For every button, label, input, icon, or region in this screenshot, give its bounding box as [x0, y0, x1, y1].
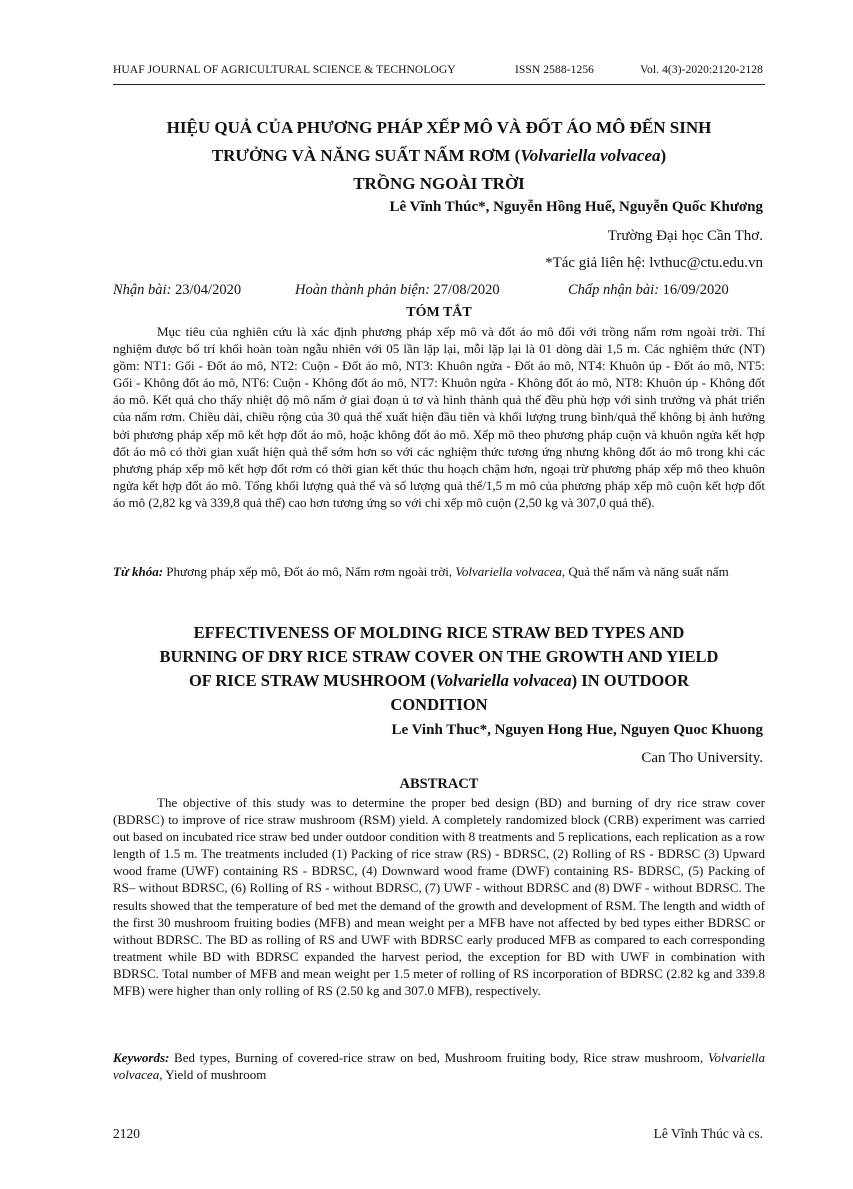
- abstract-heading-en: ABSTRACT: [399, 776, 479, 792]
- header-divider: [113, 84, 765, 85]
- abstract-heading-vn: TÓM TẮT: [406, 305, 472, 320]
- abstract-en: The objective of this study was to determine the proper bed design (BD) and burning of dry rice straw cover (BDRSC) to improve of rice straw mushroom (RSM) yield. A completely randomized block (CRB) experiment was carried out based on incubated rice straw bed under outdoor condition with 8 treatments and 5 replications, each replication as a row length of 1.5 m. The treatments included (1) Packing of rice straw (RS) - BDRSC, (2) Rolling of RS - BDRSC (3) Upward wood frame (UWF) containing RS - BDRSC, (4) Downward wood frame (DWF) containing RS- BDRSC, (5) Packing of RS– without BDRSC, (6) Rolling of RS - without BDRSC, (7) UWF - without BDRSC and (8) DWF - without BDRSC. The results showed that the temperature of bed met the demand of the growth and development of RSM. The length and width of the first 30 mushroom fruiting bodies (MFB) and mean weight per a MFB have not affected by bed types either BDRSC or without BDRSC. The BD as rolling of RS and UWF with BDRSC early produced MFB as compared to each corresponding treatment while BD with BDRSC expanded the harvest period, the exception for BD with UWF in combination with BDRSC. Total number of MFB and mean weight per 1.5 meter of rolling of RS incorporation of BDRSC (2.82 kg and 339.8 MFB) were higher than only rolling of RS (2.50 kg and 307.0 MFB), respectively.: [113, 795, 765, 999]
- title-vietnamese: [113, 114, 765, 198]
- title-en-line-3: OF RICE STRAW MUSHROOM (Volvariella volvacea) IN OUTDOOR: [188, 671, 690, 690]
- keywords-en: Keywords: Bed types, Burning of covered-rice straw on bed, Mushroom fruiting body, Rice straw mushroom, Volvariella volvacea, Yield of mushroom: [113, 1050, 765, 1083]
- keywords-vn: Từ khóa: Phương pháp xếp mô, Đốt áo mô, Nấm rơm ngoài trời, Volvariella volvacea, Quả thể nấm và năng suất nấm: [113, 564, 729, 579]
- volume-info: Vol. 4(3)-2020:2120-2128: [640, 64, 763, 76]
- contact-email[interactable]: *Tác giả liên hệ: lvthuc@ctu.edu.vn: [545, 255, 763, 271]
- page-number: 2120: [113, 1126, 140, 1141]
- reviewed-date: Hoàn thành phản biện: 27/08/2020: [295, 282, 500, 298]
- affiliation-en: Can Tho University.: [641, 750, 763, 766]
- title-vn-line-3: TRỒNG NGOÀI TRỜI: [353, 174, 525, 193]
- title-en-line-2: BURNING OF DRY RICE STRAW COVER ON THE GROWTH AND YIELD: [159, 647, 719, 666]
- title-en-line-4: CONDITION: [390, 695, 488, 714]
- journal-name: HUAF JOURNAL OF AGRICULTURAL SCIENCE & TECHNOLOGY: [113, 64, 456, 76]
- title-english: [113, 621, 765, 717]
- article-page: [113, 0, 765, 1189]
- authors-en: Le Vinh Thuc*, Nguyen Hong Hue, Nguyen Quoc Khuong: [391, 722, 763, 738]
- title-vn-line-1: HIỆU QUẢ CỦA PHƯƠNG PHÁP XẾP MÔ VÀ ĐỐT ÁO MÔ ĐẾN SINH: [166, 118, 712, 137]
- affiliation-vn: Trường Đại học Cần Thơ.: [607, 228, 763, 244]
- page-footer: [113, 1126, 765, 1144]
- accepted-date: Chấp nhận bài: 16/09/2020: [568, 282, 729, 298]
- abstract-vn: Mục tiêu của nghiên cứu là xác định phương pháp xếp mô và đốt áo mô đối với trồng nấm rơm ngoài trời. Thí nghiệm được bố trí khối hoàn toàn ngẫu nhiên với 05 lần lặp lại, mỗi lặp lại là 01 dòng dài 1,5 m. Các nghiệm thức (NT) gồm: NT1: Gối - Đốt áo mô, NT2: Cuộn - Đốt áo mô, NT3: Khuôn ngửa - Đốt áo mô, NT4: Khuôn úp - Đốt áo mô, NT5: Gối - Không đốt áo mô, NT6: Cuộn - Không đốt áo mô, NT7: Khuôn ngửa - Không đốt áo mô, NT8: Khuôn úp - Không đốt áo mô. Kết quả cho thấy nhiệt độ mô nấm ở giai đoạn ủ tơ và hình thành quả thể đều phù hợp với sinh trưởng và phát triển của nấm rơm. Chiều dài, chiều rộng của 30 quả thể xuất hiện đầu tiên và khối lượng trung bình/quả thể không bị ảnh hưởng bởi phương pháp xếp mô kết hợp đốt áo mô, hoặc không đốt áo mô. Xếp mô theo phương pháp cuộn và khuôn ngửa kết hợp đốt áo mô có thời gian xuất hiện quả thể sớm hơn so với các nghiệm thức tương ứng nhưng không đốt áo mô trong khi các phương pháp xếp mô kết hợp đốt rơm có thời gian kết thúc thu hoạch chậm hơn, ngoại trừ phương pháp xếp mô theo khuôn ngửa kết hợp đốt áo mô. Tổng khối lượng quả thể và số lượng quả thể/1,5 m mô của phương pháp xếp mô cuộn kết hợp đốt áo mô (2,82 kg và 339,8 quả thể) cao hơn tương ứng so với chỉ xếp mô cuộn (2,50 kg và 307,0 quả thể).: [113, 324, 765, 510]
- species-name: Volvariella volvacea: [435, 671, 572, 690]
- title-en-line-1: EFFECTIVENESS OF MOLDING RICE STRAW BED TYPES AND: [193, 623, 685, 642]
- received-date: Nhận bài: 23/04/2020: [113, 282, 242, 298]
- running-header: [113, 64, 765, 80]
- issn: ISSN 2588-1256: [515, 64, 595, 76]
- running-author: Lê Vĩnh Thúc và cs.: [653, 1126, 763, 1141]
- title-vn-line-2: TRƯỞNG VÀ NĂNG SUẤT NẤM RƠM (Volvariella volvacea): [211, 146, 667, 165]
- authors-vn: Lê Vĩnh Thúc*, Nguyễn Hồng Huế, Nguyễn Quốc Khương: [389, 199, 763, 215]
- species-name: Volvariella volvacea: [520, 146, 661, 165]
